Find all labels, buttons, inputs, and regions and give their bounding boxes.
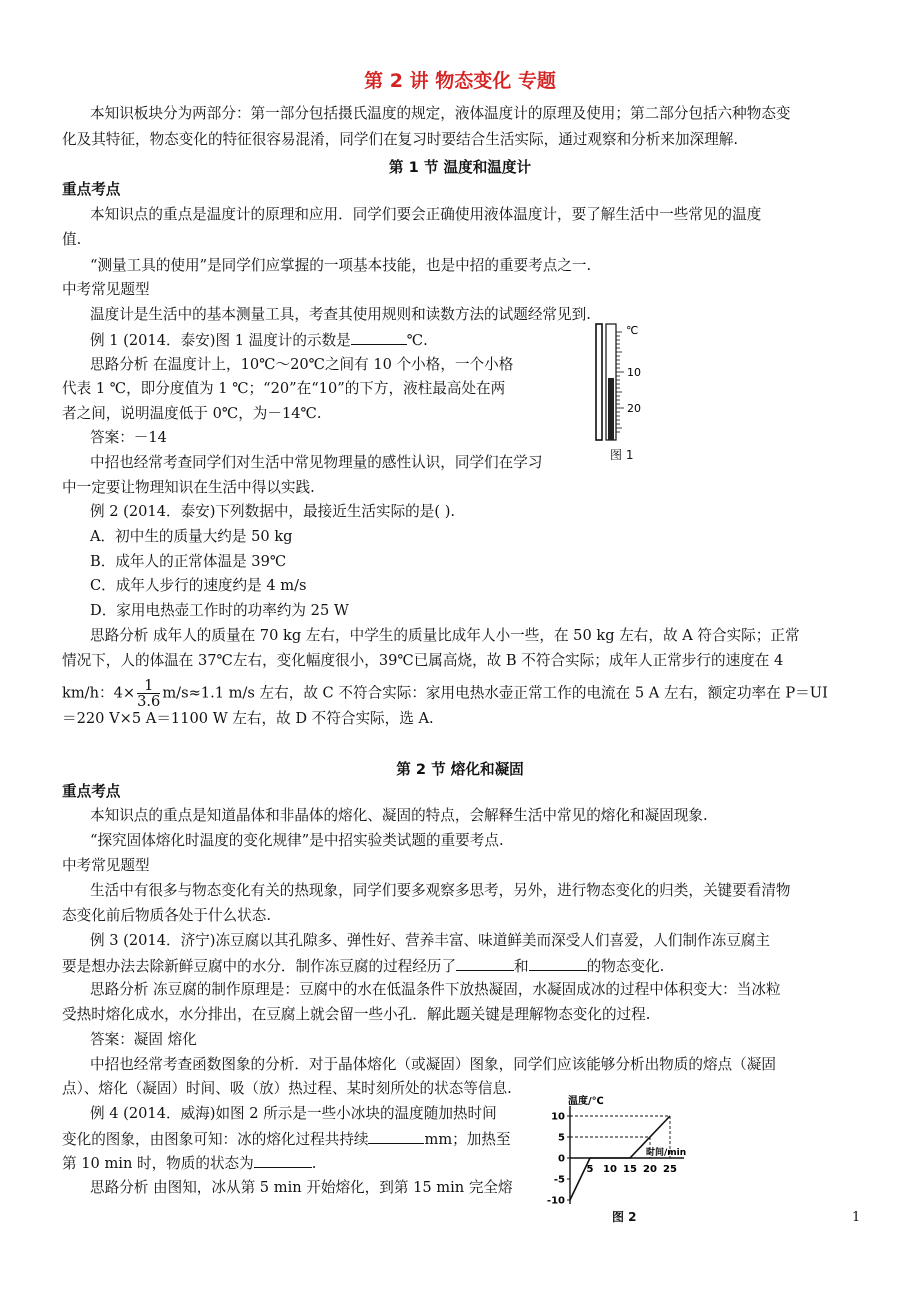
section-2-para-line-2: 点）、熔化（凝固）时间、吸（放）热过程、某时刻所处的状态等信息. <box>62 1080 512 1097</box>
example-2-analysis-3a: km/h：4× <box>62 684 136 702</box>
y-tick-label: -5 <box>553 1174 565 1186</box>
section-1-heading: 第 1 节 温度和温度计 <box>388 159 532 176</box>
fraction-denominator: 3.6 <box>137 693 161 710</box>
y-tick-label: -10 <box>546 1195 565 1207</box>
example-1-answer: 答案：－14 <box>90 429 167 446</box>
example-2-option-d: D．家用电热壶工作时的功率约为 25 W <box>90 602 349 619</box>
section-2-key-label: 重点考点 <box>62 783 121 800</box>
example-1-analysis-2: 代表 1 ℃，即分度值为 1 ℃；“20”在“10”的下方，液柱最高处在两 <box>62 380 506 397</box>
example-2-option-b: B．成年人的正常体温是 39℃ <box>90 553 287 570</box>
speed-fraction <box>137 678 160 709</box>
intro-line-2: 化及其特征，物态变化的特征很容易混淆，同学们在复习时要结合生活实际，通过观察和分析来加深理解. <box>62 131 738 148</box>
example-1-analysis-3: 者之间，说明温度低于 0℃，为－14℃. <box>62 405 322 422</box>
figure-2-caption: 图 2 <box>612 1210 637 1224</box>
x-tick-label: 5 <box>586 1164 594 1175</box>
section-1-para2-line-1: 中招也经常考查同学们对生活中常见物理量的感性认识，同学们在学习 <box>90 454 543 471</box>
example-3-analysis-1: 思路分析 冻豆腐的制作原理是：豆腐中的水在低温条件下放热凝固，水凝固成冰的过程中体积变大：当冰粒 <box>90 981 781 998</box>
fraction-numerator: 1 <box>137 678 160 694</box>
section-1-key-line-2: 值. <box>62 231 82 248</box>
x-tick-label: 25 <box>663 1164 677 1175</box>
example-1-question-a: 例 1 (2014．泰安)图 1 温度计的示数是 <box>90 332 351 349</box>
figure-2-chart <box>546 1096 728 1207</box>
example-3-question-end: 的物态变化. <box>586 958 665 975</box>
thermometer-left-frame <box>596 324 602 440</box>
y-tick-label: 10 <box>551 1111 565 1123</box>
example-4-question-3 <box>62 1153 316 1174</box>
example-3-blank-2 <box>529 956 587 971</box>
example-4-question-2 <box>62 1129 511 1150</box>
section-1-common-label: 中考常见题型 <box>62 281 150 298</box>
example-4-analysis: 思路分析 由图知，冰从第 5 min 开始熔化，到第 15 min 完全熔 <box>90 1179 513 1196</box>
section-2-heading: 第 2 节 熔化和凝固 <box>396 761 524 778</box>
page-number: 1 <box>852 1210 861 1225</box>
section-1-key-line-1: 本知识点的重点是温度计的原理和应用．同学们要会正确使用液体温度计，要了解生活中一些常见的温度 <box>90 206 762 223</box>
section-2-key-line-1: 本知识点的重点是知道晶体和非晶体的熔化、凝固的特点，会解释生活中常见的熔化和凝固现象. <box>90 807 708 824</box>
example-4-question-1: 例 4 (2014．威海)如图 2 所示是一些小冰块的温度随加热时间 <box>90 1105 497 1122</box>
example-4-blank-1 <box>368 1129 424 1144</box>
y-tick-label: 5 <box>558 1132 565 1144</box>
example-2-option-c: C．成年人步行的速度约是 4 m/s <box>90 577 307 594</box>
example-2-analysis-2: 情况下，人的体温在 37℃左右，变化幅度很小，39℃已属高烧，故 B 不符合实际；成年人正常步行的速度在 4 <box>62 652 784 669</box>
figure-1-caption: 图 1 <box>610 448 634 462</box>
section-2-common-line-2: 态变化前后物质各处于什么状态. <box>62 907 271 924</box>
example-1-question <box>90 330 428 351</box>
example-2-question: 例 2 (2014．泰安)下列数据中，最接近生活实际的是( ). <box>90 503 456 520</box>
section-1-common: 温度计是生活中的基本测量工具，考查其使用规则和读数方法的试题经常见到. <box>90 306 591 323</box>
example-2-analysis-1: 思路分析 成年人的质量在 70 kg 左右，中学生的质量比成年人小一些，在 50 kg 左右，故 A 符合实际；正常 <box>90 627 800 644</box>
example-4-question-2b: mm；加热至 <box>424 1131 511 1148</box>
example-3-answer: 答案：凝固 熔化 <box>90 1031 197 1048</box>
example-2-analysis-3b: m/s≈1.1 m/s 左右，故 C 不符合实际：家用电热水壶正常工作的电流在 5 A 左右，额定功率在 P＝UI <box>162 684 828 702</box>
y-tick-label: 0 <box>558 1153 565 1165</box>
section-1-key-line-3: “测量工具的使用”是同学们应掌握的一项基本技能，也是中招的重要考点之一. <box>90 257 592 274</box>
example-2-analysis-3 <box>62 678 828 709</box>
x-tick-label: 10 <box>603 1164 617 1175</box>
page-title: 第 2 讲 物态变化 专题 <box>364 70 556 92</box>
example-4-question-2a: 变化的图象，由图象可知：冰的熔化过程共持续 <box>62 1131 369 1148</box>
thermometer-unit: ℃ <box>626 324 639 337</box>
section-2-common-line-1: 生活中有很多与物态变化有关的热现象，同学们要多观察多思考，另外，进行物态变化的归类，关键要看清物 <box>90 882 791 899</box>
figure-1-thermometer <box>586 320 676 460</box>
example-4-blank-2 <box>254 1153 312 1168</box>
y-axis-label: 温度/℃ <box>568 1096 604 1107</box>
example-3-and: 和 <box>514 958 529 975</box>
example-4-question-3b: . <box>311 1155 317 1172</box>
section-1-key-label: 重点考点 <box>62 181 121 198</box>
section-2-para-line-1: 中招也经常考查函数图象的分析．对于晶体熔化（或凝固）图象，同学们应该能够分析出物质的熔点（凝固 <box>90 1056 776 1073</box>
thermometer-label-20: 20 <box>627 402 641 415</box>
thermometer-label-10: 10 <box>627 366 641 379</box>
x-tick-label: 20 <box>643 1164 657 1175</box>
example-1-analysis-1: 思路分析 在温度计上，10℃～20℃之间有 10 个小格，一个小格 <box>90 356 514 373</box>
x-tick-label: 15 <box>623 1164 637 1175</box>
example-4-question-3a: 第 10 min 时，物质的状态为 <box>62 1155 254 1172</box>
section-1-para2-line-2: 中一定要让物理知识在生活中得以实践. <box>62 479 315 496</box>
example-1-question-b: ℃. <box>406 332 428 349</box>
example-2-option-a: A．初中生的质量大约是 50 kg <box>90 528 293 545</box>
example-1-answer-blank <box>351 330 407 345</box>
example-3-blank-1 <box>456 956 514 971</box>
example-3-question-2a: 要是想办法去除新鲜豆腐中的水分．制作冻豆腐的过程经历了 <box>62 958 457 975</box>
thermometer-scale-ticks <box>616 332 624 432</box>
example-3-analysis-2: 受热时熔化成水，水分排出，在豆腐上就会留一些小孔．解此题关键是理解物态变化的过程. <box>62 1006 651 1023</box>
section-2-key-line-2: “探究固体熔化时温度的变化规律”是中招实验类试题的重要考点. <box>90 832 504 849</box>
example-3-question-1: 例 3 (2014．济宁)冻豆腐以其孔隙多、弹性好、营养丰富、味道鲜美而深受人们喜爱，人们制作冻豆腐主 <box>90 932 771 949</box>
x-axis-label: 时间/min <box>646 1148 687 1158</box>
intro-line-1: 本知识板块分为两部分：第一部分包括摄氏温度的规定，液体温度计的原理及使用；第二部分包括六种物态变 <box>90 105 791 122</box>
example-2-analysis-4: ＝220 V×5 A＝1100 W 左右，故 D 不符合实际，选 A. <box>62 710 434 727</box>
example-3-question-2 <box>62 956 664 977</box>
thermometer-liquid-column <box>608 378 614 440</box>
section-2-common-label: 中考常见题型 <box>62 857 150 874</box>
